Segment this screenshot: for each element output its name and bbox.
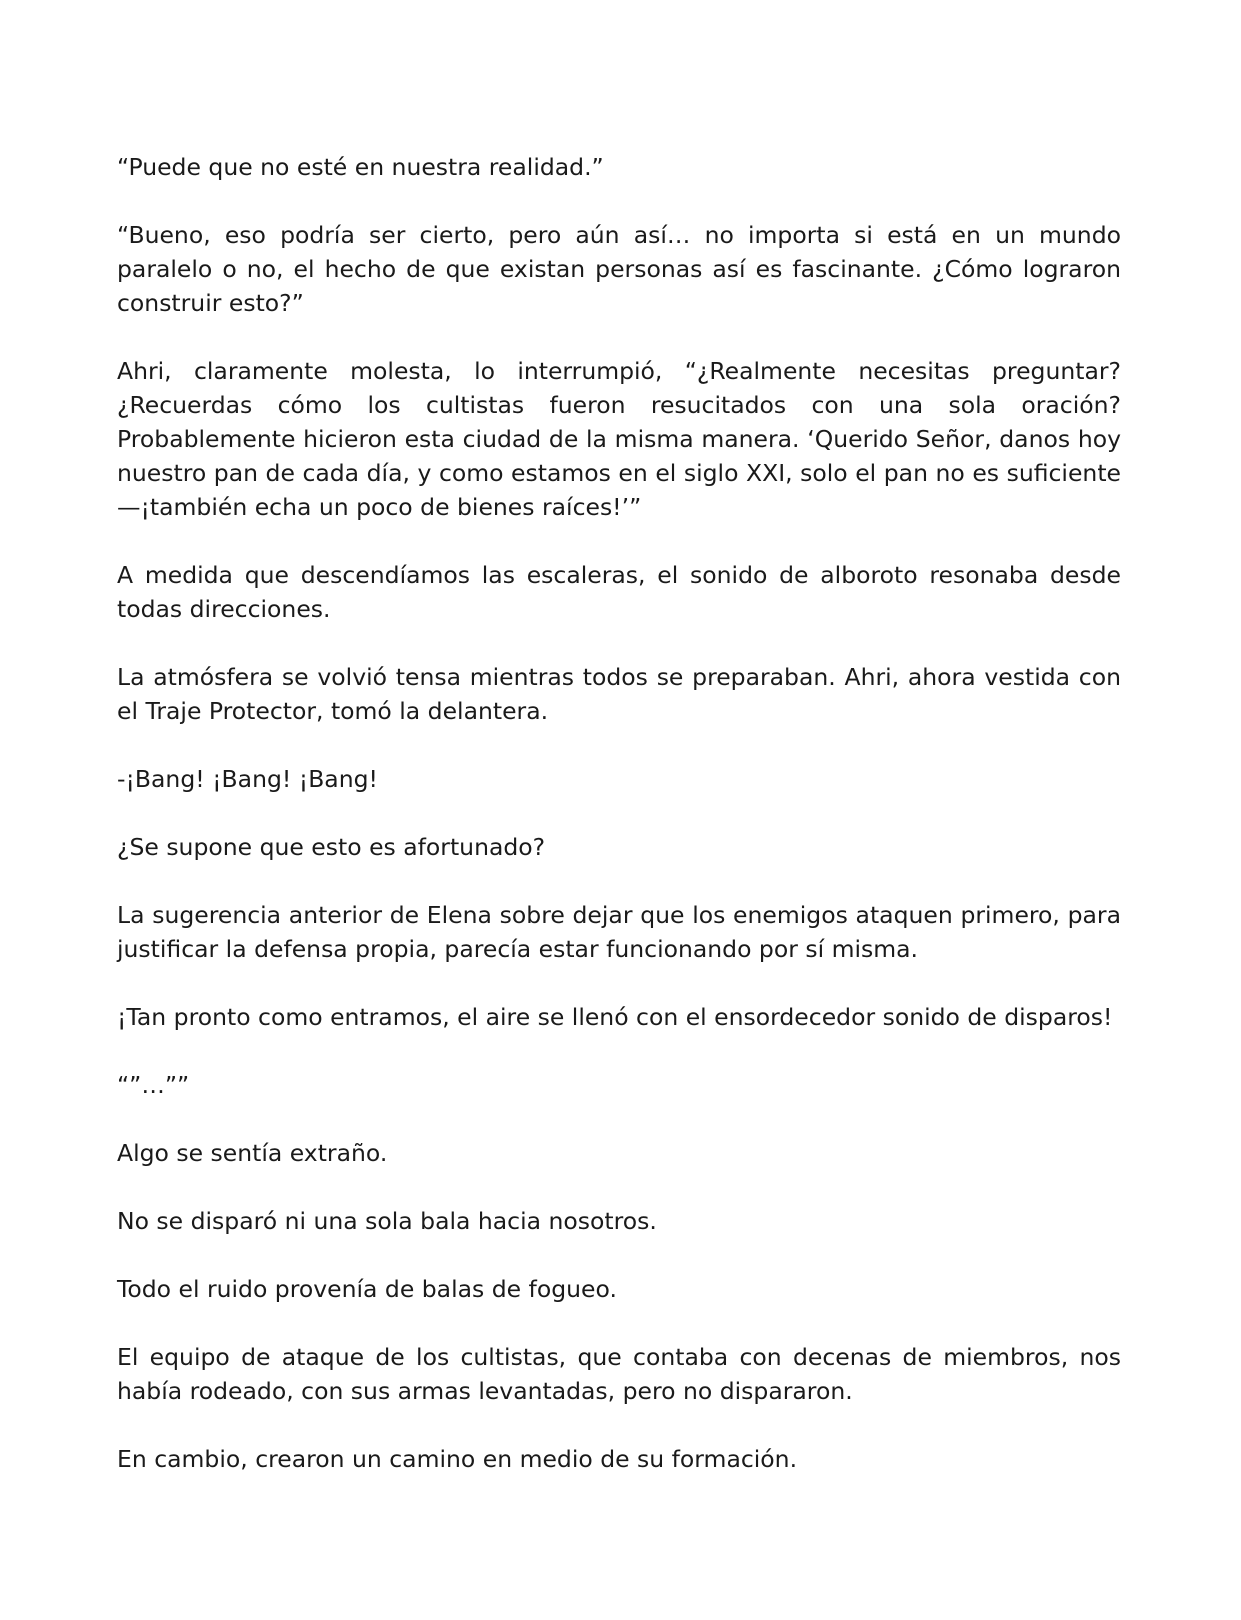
paragraph-11: Algo se sentía extraño.: [117, 1139, 388, 1167]
paragraph-3: Ahri, claramente molesta, lo interrumpió, “¿Realmente necesitas preguntar? ¿Recuerdas cómo los cultistas fueron resucitados con una sola oración? Probablemente hicieron esta ciudad de la misma manera. ‘Querido Señor, danos hoy nuestro pan de cada día, y como estamos en el siglo XXI, solo el pan no es suficiente—¡también echa un poco de bienes raíces!’”: [117, 357, 1121, 521]
paragraph-13: Todo el ruido provenía de balas de fogueo.: [117, 1275, 617, 1303]
paragraph-14: El equipo de ataque de los cultistas, que contaba con decenas de miembros, nos había rodeado, con sus armas levantadas, pero no dispararon.: [117, 1343, 1121, 1405]
paragraph-5: La atmósfera se volvió tensa mientras todos se preparaban. Ahri, ahora vestida con el Traje Protector, tomó la delantera.: [117, 663, 1121, 725]
paragraph-1: “Puede que no esté en nuestra realidad.”: [117, 153, 604, 181]
paragraph-10: “”…””: [117, 1071, 190, 1099]
document-body: [117, 150, 1121, 1510]
paragraph-12: No se disparó ni una sola bala hacia nosotros.: [117, 1207, 657, 1235]
paragraph-4: A medida que descendíamos las escaleras, el sonido de alboroto resonaba desde todas direcciones.: [117, 561, 1121, 623]
paragraph-7: ¿Se supone que esto es afortunado?: [117, 833, 546, 861]
paragraph-2: “Bueno, eso podría ser cierto, pero aún así… no importa si está en un mundo paralelo o no, el hecho de que existan personas así es fascinante. ¿Cómo lograron construir esto?”: [117, 221, 1121, 317]
paragraph-9: ¡Tan pronto como entramos, el aire se llenó con el ensordecedor sonido de disparos!: [117, 1003, 1113, 1031]
paragraph-8: La sugerencia anterior de Elena sobre dejar que los enemigos ataquen primero, para justificar la defensa propia, parecía estar funcionando por sí misma.: [117, 901, 1121, 963]
paragraph-6: -¡Bang! ¡Bang! ¡Bang!: [117, 765, 378, 793]
paragraph-15: En cambio, crearon un camino en medio de su formación.: [117, 1445, 798, 1473]
